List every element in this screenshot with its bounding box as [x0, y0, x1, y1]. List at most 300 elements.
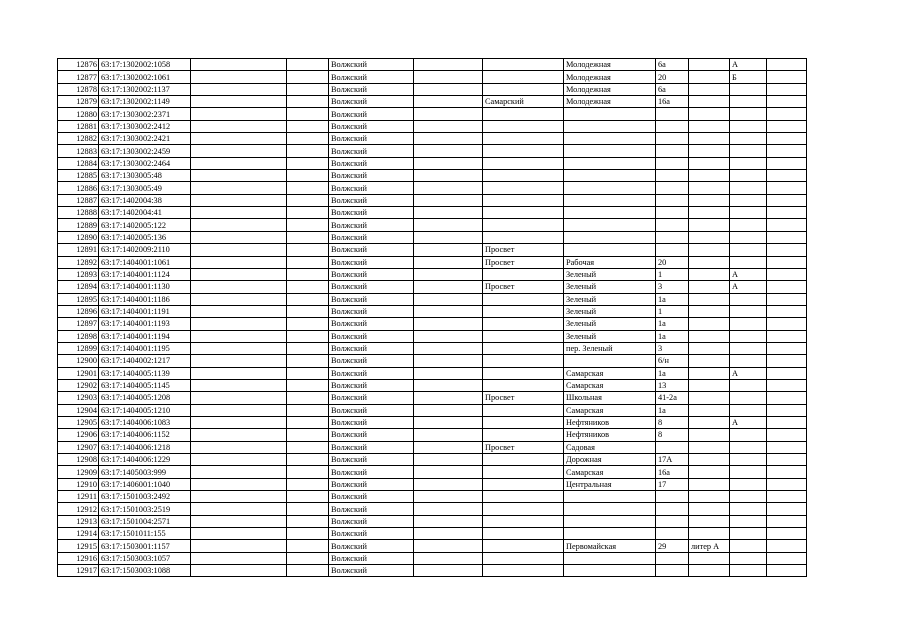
blank-cell — [414, 367, 483, 379]
blank-cell — [414, 71, 483, 83]
building-cell — [689, 120, 730, 132]
building-cell — [689, 367, 730, 379]
record-number-cell: 12904 — [58, 404, 99, 416]
district-cell: Волжский — [329, 231, 414, 243]
blank-cell — [767, 540, 807, 552]
cadastral-number-cell: 63:17:1404005:1145 — [99, 379, 191, 391]
blank-cell — [287, 503, 329, 515]
table-row — [58, 404, 807, 416]
table-row — [58, 231, 807, 243]
record-number-cell: 12909 — [58, 466, 99, 478]
cadastral-number-cell: 63:17:1404002:1217 — [99, 355, 191, 367]
blank-cell — [767, 281, 807, 293]
house-number-cell — [656, 441, 689, 453]
district-cell: Волжский — [329, 133, 414, 145]
blank-cell — [287, 342, 329, 354]
blank-cell — [191, 429, 287, 441]
building-cell — [689, 231, 730, 243]
letter-cell: А — [730, 59, 767, 71]
cadastral-number-cell: 63:17:1402004:41 — [99, 207, 191, 219]
blank-cell — [191, 503, 287, 515]
blank-cell — [414, 305, 483, 317]
table-row — [58, 491, 807, 503]
letter-cell — [730, 404, 767, 416]
district-cell: Волжский — [329, 503, 414, 515]
blank-cell — [767, 478, 807, 490]
blank-cell — [414, 478, 483, 490]
blank-cell — [191, 404, 287, 416]
blank-cell — [767, 83, 807, 95]
building-cell — [689, 71, 730, 83]
blank-cell — [287, 268, 329, 280]
district-cell: Волжский — [329, 342, 414, 354]
blank-cell — [191, 231, 287, 243]
house-number-cell: 6/н — [656, 355, 689, 367]
table-row — [58, 83, 807, 95]
building-cell — [689, 416, 730, 428]
building-cell — [689, 565, 730, 577]
cadastral-number-cell: 63:17:1501011:155 — [99, 528, 191, 540]
settlement-cell — [483, 133, 564, 145]
house-number-cell: 13 — [656, 379, 689, 391]
table-row — [58, 379, 807, 391]
letter-cell — [730, 330, 767, 342]
street-cell: Зеленый — [564, 330, 656, 342]
district-cell: Волжский — [329, 416, 414, 428]
blank-cell — [767, 528, 807, 540]
blank-cell — [414, 231, 483, 243]
street-cell — [564, 503, 656, 515]
record-number-cell: 12885 — [58, 170, 99, 182]
cadastral-number-cell: 63:17:1503001:1157 — [99, 540, 191, 552]
blank-cell — [287, 416, 329, 428]
blank-cell — [191, 478, 287, 490]
table-row — [58, 71, 807, 83]
district-cell: Волжский — [329, 540, 414, 552]
district-cell: Волжский — [329, 330, 414, 342]
street-cell: Зеленый — [564, 281, 656, 293]
letter-cell — [730, 182, 767, 194]
house-number-cell — [656, 157, 689, 169]
district-cell: Волжский — [329, 404, 414, 416]
house-number-cell: 1а — [656, 330, 689, 342]
blank-cell — [287, 293, 329, 305]
house-number-cell — [656, 182, 689, 194]
building-cell — [689, 96, 730, 108]
letter-cell — [730, 108, 767, 120]
record-number-cell: 12913 — [58, 515, 99, 527]
blank-cell — [767, 454, 807, 466]
building-cell — [689, 268, 730, 280]
cadastral-number-cell: 63:17:1303002:2421 — [99, 133, 191, 145]
blank-cell — [767, 305, 807, 317]
district-cell: Волжский — [329, 244, 414, 256]
record-number-cell: 12883 — [58, 145, 99, 157]
blank-cell — [287, 83, 329, 95]
district-cell: Волжский — [329, 59, 414, 71]
blank-cell — [287, 454, 329, 466]
street-cell — [564, 244, 656, 256]
blank-cell — [191, 528, 287, 540]
blank-cell — [767, 133, 807, 145]
blank-cell — [767, 441, 807, 453]
blank-cell — [191, 416, 287, 428]
building-cell — [689, 379, 730, 391]
settlement-cell — [483, 219, 564, 231]
cadastral-registry-table — [57, 58, 807, 577]
cadastral-number-cell: 63:17:1404006:1229 — [99, 454, 191, 466]
house-number-cell — [656, 108, 689, 120]
house-number-cell — [656, 207, 689, 219]
letter-cell: А — [730, 281, 767, 293]
settlement-cell — [483, 416, 564, 428]
blank-cell — [191, 367, 287, 379]
building-cell — [689, 182, 730, 194]
record-number-cell: 12882 — [58, 133, 99, 145]
blank-cell — [287, 120, 329, 132]
district-cell: Волжский — [329, 268, 414, 280]
blank-cell — [414, 330, 483, 342]
house-number-cell: 1а — [656, 367, 689, 379]
settlement-cell — [483, 355, 564, 367]
cadastral-number-cell: 63:17:1404001:1193 — [99, 318, 191, 330]
settlement-cell — [483, 293, 564, 305]
house-number-cell — [656, 244, 689, 256]
street-cell: Первомайская — [564, 540, 656, 552]
letter-cell — [730, 491, 767, 503]
street-cell — [564, 528, 656, 540]
blank-cell — [287, 540, 329, 552]
settlement-cell — [483, 157, 564, 169]
record-number-cell: 12879 — [58, 96, 99, 108]
letter-cell — [730, 355, 767, 367]
cadastral-number-cell: 63:17:1402009:2110 — [99, 244, 191, 256]
letter-cell — [730, 466, 767, 478]
blank-cell — [414, 466, 483, 478]
cadastral-number-cell: 63:17:1405003:999 — [99, 466, 191, 478]
building-cell — [689, 355, 730, 367]
building-cell — [689, 219, 730, 231]
district-cell: Волжский — [329, 478, 414, 490]
cadastral-number-cell: 63:17:1404001:1186 — [99, 293, 191, 305]
blank-cell — [767, 182, 807, 194]
record-number-cell: 12911 — [58, 491, 99, 503]
record-number-cell: 12899 — [58, 342, 99, 354]
cadastral-number-cell: 63:17:1303002:2459 — [99, 145, 191, 157]
record-number-cell: 12894 — [58, 281, 99, 293]
letter-cell — [730, 145, 767, 157]
blank-cell — [414, 454, 483, 466]
cadastral-number-cell: 63:17:1404001:1124 — [99, 268, 191, 280]
blank-cell — [767, 367, 807, 379]
blank-cell — [191, 466, 287, 478]
cadastral-number-cell: 63:17:1503003:1088 — [99, 565, 191, 577]
blank-cell — [287, 182, 329, 194]
blank-cell — [287, 528, 329, 540]
record-number-cell: 12917 — [58, 565, 99, 577]
house-number-cell: 20 — [656, 256, 689, 268]
record-number-cell: 12878 — [58, 83, 99, 95]
table-row — [58, 157, 807, 169]
street-cell — [564, 231, 656, 243]
street-cell — [564, 108, 656, 120]
house-number-cell — [656, 491, 689, 503]
blank-cell — [767, 503, 807, 515]
letter-cell — [730, 133, 767, 145]
settlement-cell — [483, 404, 564, 416]
record-number-cell: 12897 — [58, 318, 99, 330]
blank-cell — [287, 478, 329, 490]
cadastral-number-cell: 63:17:1501003:2519 — [99, 503, 191, 515]
blank-cell — [767, 170, 807, 182]
blank-cell — [767, 244, 807, 256]
blank-cell — [414, 157, 483, 169]
building-cell — [689, 515, 730, 527]
record-number-cell: 12887 — [58, 194, 99, 206]
settlement-cell — [483, 170, 564, 182]
table-row — [58, 466, 807, 478]
street-cell: Молодежная — [564, 59, 656, 71]
blank-cell — [287, 466, 329, 478]
record-number-cell: 12886 — [58, 182, 99, 194]
settlement-cell — [483, 491, 564, 503]
district-cell: Волжский — [329, 96, 414, 108]
record-number-cell: 12890 — [58, 231, 99, 243]
blank-cell — [287, 256, 329, 268]
blank-cell — [191, 157, 287, 169]
street-cell: Нефтяников — [564, 429, 656, 441]
cadastral-number-cell: 63:17:1303002:2412 — [99, 120, 191, 132]
table-row — [58, 515, 807, 527]
blank-cell — [767, 466, 807, 478]
blank-cell — [287, 367, 329, 379]
building-cell — [689, 83, 730, 95]
record-number-cell: 12884 — [58, 157, 99, 169]
blank-cell — [414, 515, 483, 527]
blank-cell — [414, 268, 483, 280]
street-cell: Рабочая — [564, 256, 656, 268]
letter-cell — [730, 379, 767, 391]
blank-cell — [287, 552, 329, 564]
letter-cell — [730, 454, 767, 466]
street-cell — [564, 157, 656, 169]
house-number-cell: 8 — [656, 429, 689, 441]
settlement-cell — [483, 268, 564, 280]
district-cell: Волжский — [329, 194, 414, 206]
cadastral-number-cell: 63:17:1501004:2571 — [99, 515, 191, 527]
blank-cell — [287, 145, 329, 157]
settlement-cell — [483, 305, 564, 317]
settlement-cell — [483, 528, 564, 540]
table-row — [58, 540, 807, 552]
blank-cell — [767, 268, 807, 280]
building-cell — [689, 305, 730, 317]
table-row — [58, 478, 807, 490]
letter-cell — [730, 244, 767, 256]
settlement-cell — [483, 540, 564, 552]
blank-cell — [287, 429, 329, 441]
house-number-cell: 3 — [656, 281, 689, 293]
blank-cell — [767, 219, 807, 231]
table-row — [58, 268, 807, 280]
house-number-cell: 6а — [656, 83, 689, 95]
blank-cell — [191, 342, 287, 354]
district-cell: Волжский — [329, 379, 414, 391]
blank-cell — [287, 515, 329, 527]
house-number-cell: 29 — [656, 540, 689, 552]
building-cell — [689, 207, 730, 219]
house-number-cell — [656, 565, 689, 577]
house-number-cell: 3 — [656, 342, 689, 354]
letter-cell — [730, 231, 767, 243]
blank-cell — [414, 194, 483, 206]
blank-cell — [191, 540, 287, 552]
blank-cell — [414, 256, 483, 268]
house-number-cell: 1а — [656, 293, 689, 305]
blank-cell — [191, 305, 287, 317]
table-row — [58, 96, 807, 108]
district-cell: Волжский — [329, 281, 414, 293]
blank-cell — [191, 293, 287, 305]
blank-cell — [191, 120, 287, 132]
house-number-cell: 8 — [656, 416, 689, 428]
building-cell — [689, 133, 730, 145]
record-number-cell: 12901 — [58, 367, 99, 379]
table-row — [58, 194, 807, 206]
blank-cell — [191, 330, 287, 342]
blank-cell — [414, 318, 483, 330]
letter-cell — [730, 528, 767, 540]
settlement-cell — [483, 466, 564, 478]
blank-cell — [414, 133, 483, 145]
letter-cell — [730, 342, 767, 354]
house-number-cell — [656, 515, 689, 527]
building-cell — [689, 528, 730, 540]
building-cell — [689, 318, 730, 330]
street-cell: Самарская — [564, 466, 656, 478]
street-cell — [564, 355, 656, 367]
building-cell — [689, 342, 730, 354]
settlement-cell — [483, 231, 564, 243]
letter-cell: А — [730, 367, 767, 379]
record-number-cell: 12914 — [58, 528, 99, 540]
street-cell — [564, 491, 656, 503]
cadastral-number-cell: 63:17:1402005:136 — [99, 231, 191, 243]
blank-cell — [287, 157, 329, 169]
blank-cell — [414, 379, 483, 391]
blank-cell — [287, 207, 329, 219]
district-cell: Волжский — [329, 305, 414, 317]
street-cell: Зеленый — [564, 305, 656, 317]
record-number-cell: 12912 — [58, 503, 99, 515]
blank-cell — [191, 83, 287, 95]
cadastral-number-cell: 63:17:1402005:122 — [99, 219, 191, 231]
settlement-cell — [483, 503, 564, 515]
building-cell — [689, 293, 730, 305]
blank-cell — [767, 59, 807, 71]
settlement-cell — [483, 454, 564, 466]
record-number-cell: 12906 — [58, 429, 99, 441]
table-row — [58, 416, 807, 428]
blank-cell — [767, 207, 807, 219]
record-number-cell: 12898 — [58, 330, 99, 342]
house-number-cell: 1 — [656, 268, 689, 280]
settlement-cell: Самарский — [483, 96, 564, 108]
building-cell — [689, 429, 730, 441]
settlement-cell — [483, 71, 564, 83]
blank-cell — [287, 305, 329, 317]
settlement-cell — [483, 108, 564, 120]
house-number-cell: 17 — [656, 478, 689, 490]
cadastral-number-cell: 63:17:1302002:1058 — [99, 59, 191, 71]
table-row — [58, 318, 807, 330]
blank-cell — [414, 540, 483, 552]
blank-cell — [287, 59, 329, 71]
building-cell — [689, 145, 730, 157]
street-cell — [564, 145, 656, 157]
cadastral-number-cell: 63:17:1406001:1040 — [99, 478, 191, 490]
letter-cell — [730, 256, 767, 268]
house-number-cell — [656, 145, 689, 157]
record-number-cell: 12891 — [58, 244, 99, 256]
blank-cell — [767, 416, 807, 428]
street-cell — [564, 565, 656, 577]
settlement-cell: Просвет — [483, 441, 564, 453]
blank-cell — [191, 108, 287, 120]
blank-cell — [414, 120, 483, 132]
blank-cell — [767, 145, 807, 157]
table-row — [58, 330, 807, 342]
house-number-cell — [656, 194, 689, 206]
settlement-cell: Просвет — [483, 392, 564, 404]
street-cell — [564, 552, 656, 564]
district-cell: Волжский — [329, 392, 414, 404]
blank-cell — [287, 133, 329, 145]
district-cell: Волжский — [329, 293, 414, 305]
cadastral-number-cell: 63:17:1404006:1152 — [99, 429, 191, 441]
table-row — [58, 528, 807, 540]
district-cell: Волжский — [329, 170, 414, 182]
street-cell — [564, 133, 656, 145]
blank-cell — [191, 392, 287, 404]
blank-cell — [767, 231, 807, 243]
letter-cell — [730, 207, 767, 219]
street-cell: Самарская — [564, 404, 656, 416]
table-row — [58, 281, 807, 293]
record-number-cell: 12880 — [58, 108, 99, 120]
street-cell: Самарская — [564, 367, 656, 379]
cadastral-number-cell: 63:17:1303005:49 — [99, 182, 191, 194]
district-cell: Волжский — [329, 454, 414, 466]
blank-cell — [287, 565, 329, 577]
blank-cell — [767, 194, 807, 206]
letter-cell — [730, 96, 767, 108]
blank-cell — [414, 416, 483, 428]
district-cell: Волжский — [329, 219, 414, 231]
street-cell: Зеленый — [564, 293, 656, 305]
blank-cell — [191, 96, 287, 108]
record-number-cell: 12895 — [58, 293, 99, 305]
blank-cell — [767, 330, 807, 342]
blank-cell — [287, 491, 329, 503]
cadastral-number-cell: 63:17:1404005:1139 — [99, 367, 191, 379]
building-cell — [689, 157, 730, 169]
building-cell: литер А — [689, 540, 730, 552]
blank-cell — [767, 552, 807, 564]
street-cell: Молодежная — [564, 71, 656, 83]
blank-cell — [287, 441, 329, 453]
record-number-cell: 12908 — [58, 454, 99, 466]
